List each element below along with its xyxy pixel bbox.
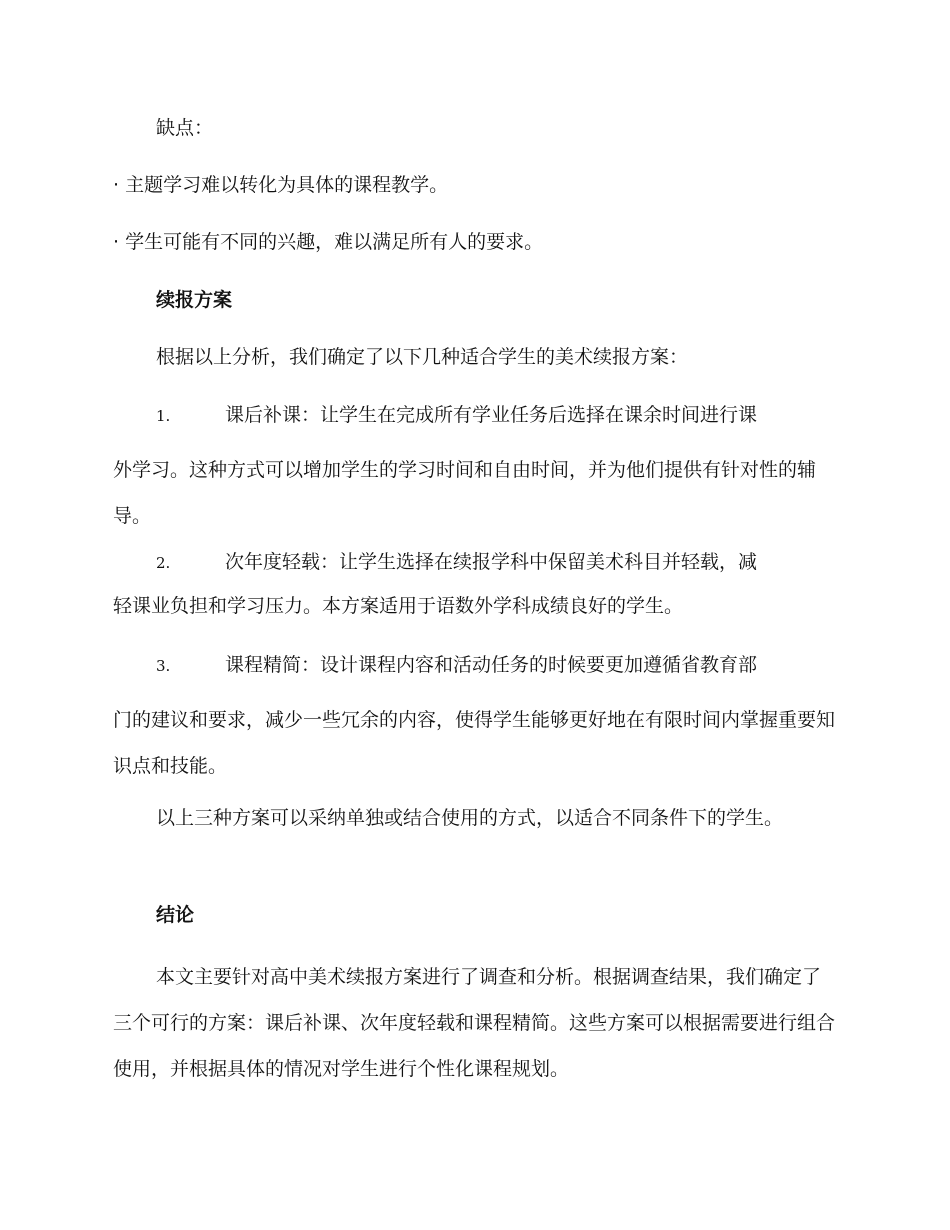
cons-bullet-1: · 主题学习难以转化为具体的课程教学。 — [113, 174, 449, 196]
cons-label: 缺点： — [156, 117, 214, 139]
renewal-item-1-number: 1. — [156, 407, 171, 425]
cons-bullet-2: · 学生可能有不同的兴趣，难以满足所有人的要求。 — [113, 231, 544, 253]
renewal-item-2-first-line — [113, 547, 835, 579]
renewal-item-3-number: 3. — [156, 657, 171, 675]
renewal-item-1-rest: 外学习。这种方式可以增加学生的学习时间和自由时间，并为他们提供有针对性的辅导。 — [113, 459, 817, 527]
conclusion-heading: 结论 — [156, 904, 195, 926]
renewal-item-2-first-text: 次年度轻载：让学生选择在续报学科中保留美术科目并轻载，减 — [225, 551, 758, 573]
renewal-item-2-number: 2. — [156, 554, 171, 572]
renewal-item-1 — [113, 400, 835, 539]
renewal-summary: 以上三种方案可以采纳单独或结合使用的方式，以适合不同条件下的学生。 — [156, 807, 784, 829]
renewal-item-3-first-text: 课程精简：设计课程内容和活动任务的时候要更加遵循省教育部 — [225, 654, 758, 676]
renewal-item-2-rest: 轻课业负担和学习压力。本方案适用于语数外学科成绩良好的学生。 — [113, 595, 684, 617]
renewal-heading: 续报方案 — [156, 289, 233, 311]
renewal-item-1-first-line — [113, 400, 835, 432]
renewal-item-3-rest: 门的建议和要求，减少一些冗余的内容，使得学生能够更好地在有限时间内掌握重要知识点和技能。 — [113, 709, 836, 777]
renewal-item-2 — [113, 547, 835, 622]
renewal-item-3 — [113, 650, 835, 789]
renewal-item-1-first-text: 课后补课：让学生在完成所有学业任务后选择在课余时间进行课 — [225, 404, 758, 426]
renewal-intro: 根据以上分析，我们确定了以下几种适合学生的美术续报方案： — [156, 346, 689, 368]
conclusion-body: 本文主要针对高中美术续报方案进行了调查和分析。根据调查结果，我们确定了三个可行的方案：课后补课、次年度轻载和课程精简。这些方案可以根据需要进行组合使用，并根据具体的情况对学生进行个性化课程规划。 — [113, 966, 836, 1080]
renewal-item-3-first-line — [113, 650, 835, 682]
